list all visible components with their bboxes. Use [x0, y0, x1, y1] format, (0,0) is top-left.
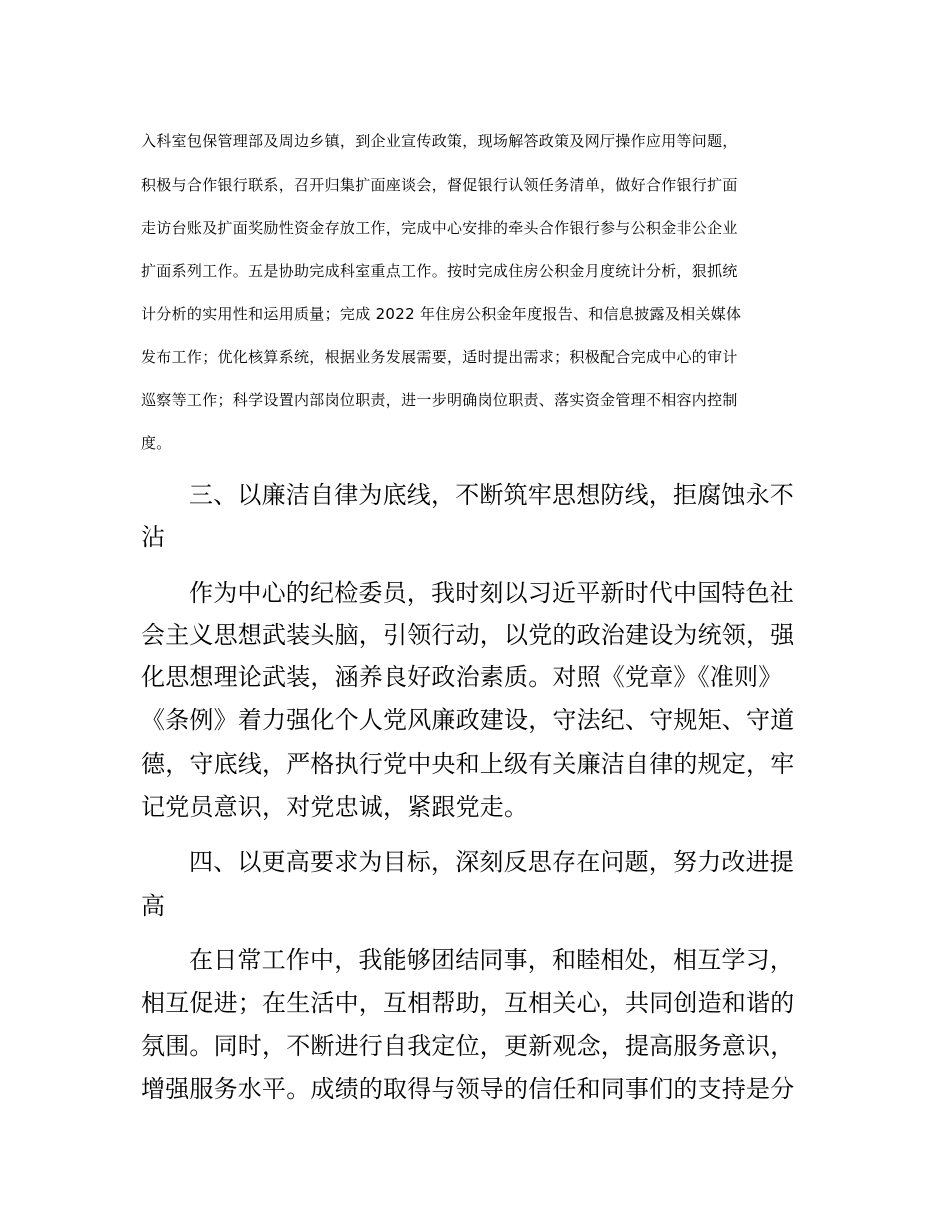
text-line: 记党员意识，对党忠诚，紧跟党走。: [141, 793, 529, 821]
text-line: 扩面系列工作。五是协助完成科室重点工作。按时完成住房公积金月度统计分析，狠抓统: [141, 262, 738, 280]
heading-line: 高: [141, 892, 166, 920]
text-line: 在日常工作中，我能够团结同事，和睦相处，相互学习，: [189, 946, 794, 974]
text-line: 走访台账及扩面奖励性资金存放工作，完成中心安排的牵头合作银行参与公积金非公企业: [141, 219, 738, 237]
text-line: 会主义思想武装头脑，引领行动，以党的政治建设为统领，强: [141, 621, 795, 649]
text-line: 化思想理论武装，涵养良好政治素质。对照《党章》《准则》: [141, 663, 783, 691]
heading-line: 三、以廉洁自律为底线，不断筑牢思想防线，拒腐蚀永不: [189, 481, 794, 509]
heading-line: 四、以更高要求为目标，深刻反思存在问题，努力改进提: [189, 848, 794, 876]
text-line: 相互促进；在生活中，互相帮助，互相关心，共同创造和谐的: [141, 989, 795, 1017]
heading-line: 沾: [141, 523, 166, 551]
text-line: 计分析的实用性和运用质量；完成 2022 年住房公积金年度报告、和信息披露及相关媒体: [141, 305, 742, 323]
text-line: 《条例》着力强化个人党风廉政建设，守法纪、守规矩、守道: [141, 706, 795, 734]
text-line: 入科室包保管理部及周边乡镇，到企业宣传政策，现场解答政策及网厅操作应用等问题，: [141, 132, 738, 150]
text-line: 德，守底线，严格执行党中央和上级有关廉洁自律的规定，牢: [141, 750, 795, 778]
text-line: 度。: [141, 434, 172, 452]
text-line: 氛围。同时，不断进行自我定位，更新观念，提高服务意识，: [141, 1032, 795, 1060]
text-line: 增强服务水平。成绩的取得与领导的信任和同事们的支持是分: [141, 1075, 795, 1103]
text-line: 巡察等工作；科学设置内部岗位职责，进一步明确岗位职责、落实资金管理不相容内控制: [141, 391, 738, 409]
text-line: 发布工作；优化核算系统，根据业务发展需要，适时提出需求；积极配合完成中心的审计: [141, 348, 738, 366]
text-line: 积极与合作银行联系，召开归集扩面座谈会，督促银行认领任务清单，做好合作银行扩面: [141, 176, 738, 194]
text-line: 作为中心的纪检委员，我时刻以习近平新时代中国特色社: [189, 579, 794, 607]
